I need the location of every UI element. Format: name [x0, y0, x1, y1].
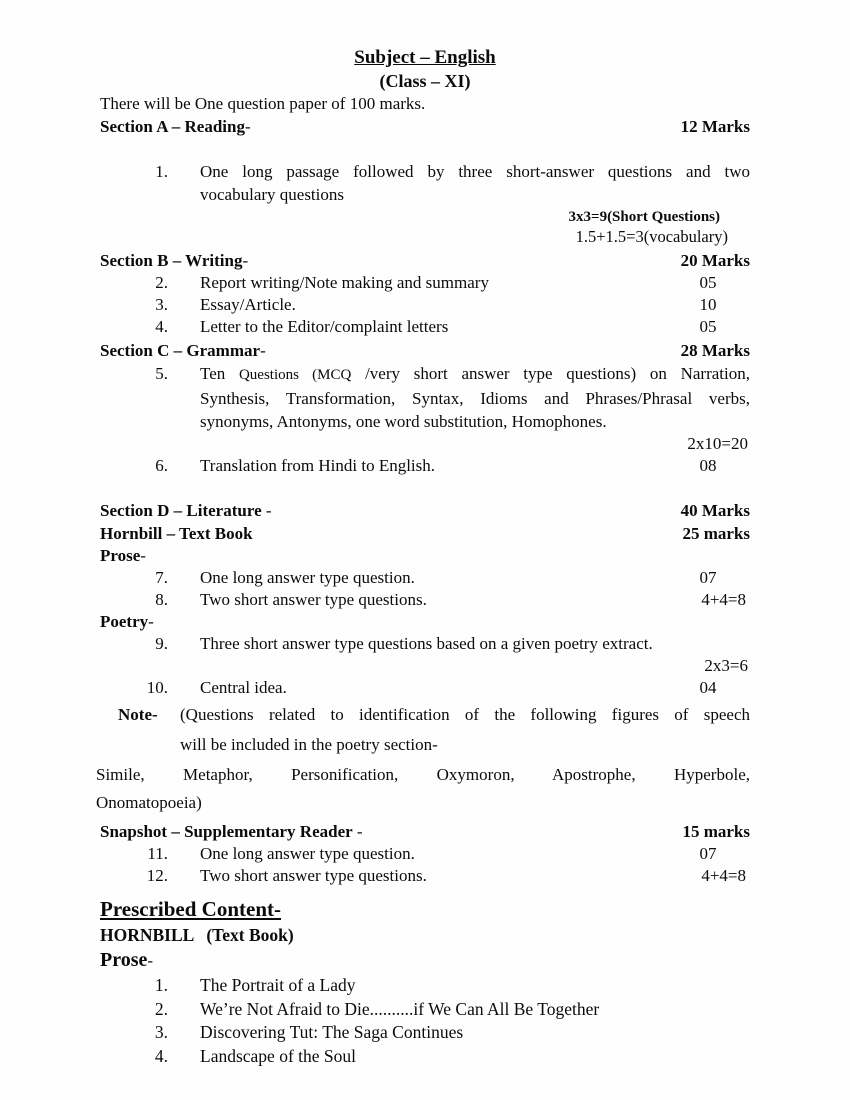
section-a-marks: 12 Marks	[680, 117, 750, 136]
item-number: 3.	[155, 295, 168, 314]
item-marks: 10	[699, 295, 717, 314]
page-subtitle: (Class – XI)	[379, 71, 471, 91]
item-number: 3.	[154, 1022, 168, 1042]
book-type: (Text Book)	[206, 925, 294, 945]
item-number: 1.	[155, 162, 168, 181]
item-number: 2.	[154, 998, 168, 1019]
item-number: 4.	[155, 317, 168, 336]
prose-item-2	[100, 998, 750, 1022]
item-7	[100, 567, 750, 589]
item-5-line1: Ten Questions (MCQ /very short answer type questions) on Narration,	[200, 364, 750, 383]
item-5	[100, 362, 750, 433]
item-3	[100, 294, 750, 316]
item-marks: 08	[699, 456, 717, 475]
section-a-heading	[100, 115, 750, 138]
note-body	[180, 700, 750, 760]
marks-note-short-questions: 3x3=9(Short Questions)	[568, 209, 720, 225]
prose-label: Prose-	[100, 546, 146, 565]
item-number: 2.	[155, 273, 168, 292]
section-a-title: Section A – Reading-	[100, 117, 251, 136]
prose-item-4	[100, 1045, 750, 1069]
marks-note-poetry: 2x3=6	[704, 656, 748, 675]
figures-of-speech-list	[96, 761, 750, 817]
item-marks: 4+4=8	[701, 590, 746, 609]
item-number: 1.	[154, 975, 168, 995]
page-title-text: Subject – English	[354, 47, 496, 68]
prescribed-prose-label: Prose-	[100, 949, 154, 971]
item-1-line2: vocabulary questions	[200, 185, 344, 204]
item-12	[100, 865, 750, 887]
item-number: 6.	[155, 456, 168, 475]
note-line2: will be included in the poetry section-	[180, 735, 438, 754]
section-b-marks: 20 Marks	[680, 251, 750, 270]
section-b-title: Section B – Writing-	[100, 251, 249, 270]
hornbill-book-title	[100, 923, 750, 947]
item-5-line3: synonyms, Antonyms, one word substitution, Homophones.	[200, 412, 607, 431]
hornbill-title: Hornbill – Text Book	[100, 524, 253, 543]
item-marks: 05	[699, 273, 717, 292]
figures-line2: Onomatopoeia)	[96, 793, 202, 812]
item-text: Essay/Article.	[200, 295, 296, 314]
page-title	[100, 46, 750, 70]
poetry-label: Poetry-	[100, 612, 154, 631]
book-name: HORNBILL	[100, 925, 195, 945]
item-number: 8.	[155, 590, 168, 609]
item-9	[100, 633, 750, 655]
item-1	[100, 160, 750, 206]
item-text: The Portrait of a Lady	[200, 975, 356, 995]
note-label: Note-	[118, 705, 158, 724]
hornbill-marks: 25 marks	[682, 524, 750, 543]
snapshot-title: Snapshot – Supplementary Reader -	[100, 822, 363, 841]
section-d-title: Section D – Literature -	[100, 501, 272, 520]
intro-text: There will be One question paper of 100 marks.	[100, 94, 426, 113]
item-8	[100, 589, 750, 611]
item-number: 9.	[155, 634, 168, 653]
item-number: 5.	[155, 364, 168, 383]
blank-line	[100, 477, 750, 499]
item-text: Central idea.	[200, 678, 287, 697]
item-number: 12.	[146, 866, 168, 885]
item-text: Translation from Hindi to English.	[200, 456, 436, 475]
item-number: 7.	[155, 568, 168, 587]
page-content	[96, 46, 750, 1068]
note-block	[100, 700, 750, 760]
item-1-line1: One long passage followed by three short-answer questions and two	[200, 162, 750, 181]
item-text: One long answer type question.	[200, 568, 415, 587]
section-d-marks: 40 Marks	[680, 501, 750, 520]
prescribed-content-heading: Prescribed Content-	[100, 897, 281, 921]
section-c-heading	[100, 339, 750, 362]
item-6	[100, 455, 750, 477]
item-1-body	[200, 160, 750, 206]
item-text: Report writing/Note making and summary	[200, 273, 489, 292]
item-5-body	[200, 362, 750, 433]
snapshot-marks: 15 marks	[682, 822, 750, 841]
item-text: Two short answer type questions.	[200, 590, 427, 609]
item-marks: 07	[699, 568, 717, 587]
marks-note-grammar: 2x10=20	[687, 434, 748, 453]
item-text: One long answer type question.	[200, 844, 415, 863]
item-text: We’re Not Afraid to Die..........if We Can All Be Together	[200, 998, 600, 1019]
section-c-title: Section C – Grammar-	[100, 341, 266, 360]
item-number: 11.	[147, 844, 168, 863]
hornbill-heading	[100, 522, 750, 545]
item-text: Two short answer type questions.	[200, 866, 427, 885]
item-marks: 04	[699, 678, 717, 697]
item-2	[100, 272, 750, 294]
item-number: 10.	[146, 678, 168, 697]
item-text: Three short answer type questions based on a given poetry extract.	[200, 634, 653, 653]
item-number: 4.	[154, 1045, 168, 1066]
item-11	[100, 843, 750, 865]
marks-note-vocabulary: 1.5+1.5=3(vocabulary)	[575, 227, 728, 246]
snapshot-heading	[100, 820, 750, 843]
prose-item-3	[100, 1021, 750, 1045]
figures-line1: Simile, Metaphor, Personification, Oxymoron, Apostrophe, Hyperbole,	[96, 765, 750, 784]
item-marks: 07	[699, 844, 717, 863]
item-marks: 05	[699, 317, 717, 336]
section-d-heading	[100, 499, 750, 522]
prose-item-1	[100, 974, 750, 998]
item-text: Letter to the Editor/complaint letters	[200, 317, 449, 336]
item-marks: 4+4=8	[701, 866, 746, 885]
item-10	[100, 677, 750, 699]
item-5-line2: Synthesis, Transformation, Syntax, Idioms and Phrases/Phrasal verbs,	[200, 389, 750, 408]
note-line1: (Questions related to identification of the following figures of speech	[180, 705, 750, 724]
item-text: Discovering Tut: The Saga Continues	[200, 1022, 464, 1042]
section-b-heading	[100, 249, 750, 272]
section-c-marks: 28 Marks	[680, 341, 750, 360]
item-text: Landscape of the Soul	[200, 1045, 356, 1066]
item-4	[100, 316, 750, 338]
